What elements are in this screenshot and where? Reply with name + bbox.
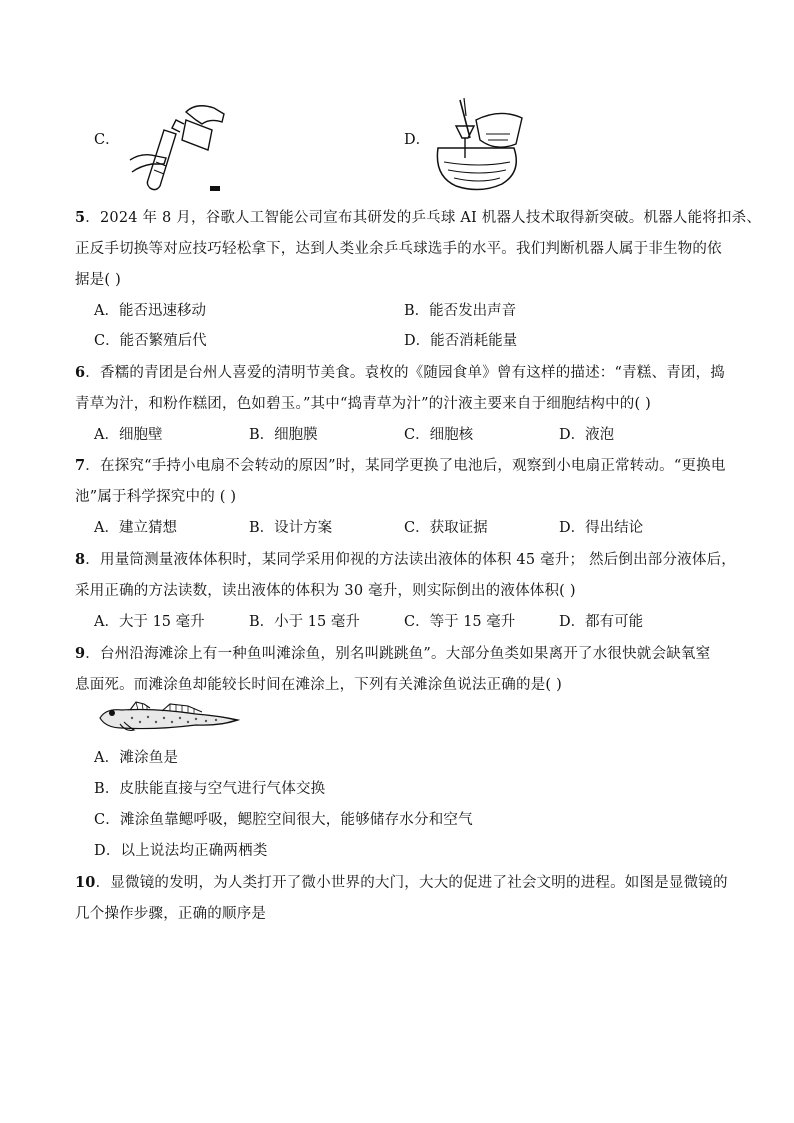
q4-option-c-label[interactable]: C． [94, 132, 120, 148]
q5-number: 5 [75, 209, 86, 226]
q5-text-1: ．2024 年 8 月，谷歌人工智能公司宣布其研发的乒乓球 AI 机器人技术取得新突破。机器人能将扣杀、 [85, 210, 762, 226]
q10-line-1 [75, 873, 728, 893]
q9-option-c[interactable]: C．滩涂鱼靠鳃呼吸，鳃腔空间很大，能够储存水分和空气 [94, 812, 473, 828]
q8-text-1: ．用量筒测量液体体积时，某同学采用仰视的方法读出液体的体积 45 毫升； 然后倒出部分液体后， [85, 552, 736, 568]
q7-line-2: 池”属于科学探究中的 ( ) [75, 489, 237, 505]
q5-option-d[interactable]: D．能否消耗能量 [404, 333, 518, 349]
q6-option-b[interactable]: B．细胞膜 [249, 427, 318, 443]
pouring-liquid-figure [126, 100, 231, 195]
q7-option-b[interactable]: B．设计方案 [249, 520, 333, 536]
q8-line-1 [75, 550, 736, 570]
q8-option-c[interactable]: C．等于 15 毫升 [404, 614, 516, 630]
q9-text-1: ．台州沿海滩涂上有一种鱼叫滩涂鱼，别名叫跳跳鱼”。大部分鱼类如果离开了水很快就会缺氧窒 [85, 646, 711, 662]
q6-option-d[interactable]: D．液泡 [559, 427, 615, 443]
q9-line-1 [75, 644, 710, 664]
q5-option-a[interactable]: A．能否迅速移动 [94, 303, 206, 319]
q7-option-d[interactable]: D．得出结论 [559, 520, 644, 536]
q8-option-a[interactable]: A．大于 15 毫升 [94, 614, 205, 630]
q7-line-1 [75, 456, 726, 476]
q6-option-a[interactable]: A．细胞壁 [94, 427, 163, 443]
q10-line-2: 几个操作步骤，正确的顺序是 [75, 906, 267, 922]
beaker-apparatus-figure [430, 96, 530, 196]
q8-line-2: 采用正确的方法读数，读出液体的体积为 30 毫升，则实际倒出的液体体积( ) [75, 583, 576, 599]
q8-option-d[interactable]: D．都有可能 [559, 614, 644, 630]
q6-line-2: 青草为汁，和粉作糕团，色如碧玉。”其中“捣青草为汁”的汁液主要来自于细胞结构中的( ) [75, 396, 652, 412]
q7-option-c[interactable]: C．获取证据 [404, 520, 488, 536]
q5-line-3: 据是( ) [75, 272, 121, 288]
q8-option-b[interactable]: B．小于 15 毫升 [249, 614, 360, 630]
q4-option-d-label[interactable]: D． [404, 132, 431, 148]
q5-option-c[interactable]: C．能否繁殖后代 [94, 333, 207, 349]
q10-text-1: ．显微镜的发明，为人类打开了微小世界的大门，大大的促进了社会文明的进程。如图是显微镜的 [95, 875, 728, 891]
q9-option-a[interactable]: A．滩涂鱼是 [94, 750, 179, 766]
q7-text-1: ．在探究“手持小电扇不会转动的原因”时，某同学更换了电池后，观察到小电扇正常转动。“更换电 [85, 458, 726, 474]
mudskipper-fish-figure [96, 700, 242, 734]
q9-option-b[interactable]: B．皮肤能直接与空气进行气体交换 [94, 781, 326, 797]
q5-option-b[interactable]: B．能否发出声音 [404, 303, 517, 319]
q9-number: 9 [75, 645, 86, 662]
q9-option-d[interactable]: D．以上说法均正确两栖类 [94, 843, 268, 859]
q6-line-1 [75, 363, 725, 383]
q6-number: 6 [75, 364, 86, 381]
q5-line-1 [75, 208, 761, 228]
q10-number: 10 [75, 874, 96, 891]
q9-line-2: 息面死。而滩涂鱼却能较长时间在滩涂上，下列有关滩涂鱼说法正确的是( ) [75, 677, 562, 693]
q6-text-1: ．香糯的青团是台州人喜爱的清明节美食。袁枚的《随园食单》曾有这样的描述：“青糕、青团，捣 [85, 365, 726, 381]
q5-line-2: 正反手切换等对应技巧轻松拿下，达到人类业余乒乓球选手的水平。我们判断机器人属于非生物的依 [75, 241, 722, 257]
q7-number: 7 [75, 457, 86, 474]
q6-option-c[interactable]: C．细胞核 [404, 427, 474, 443]
q8-number: 8 [75, 551, 86, 568]
q7-option-a[interactable]: A．建立猜想 [94, 520, 177, 536]
